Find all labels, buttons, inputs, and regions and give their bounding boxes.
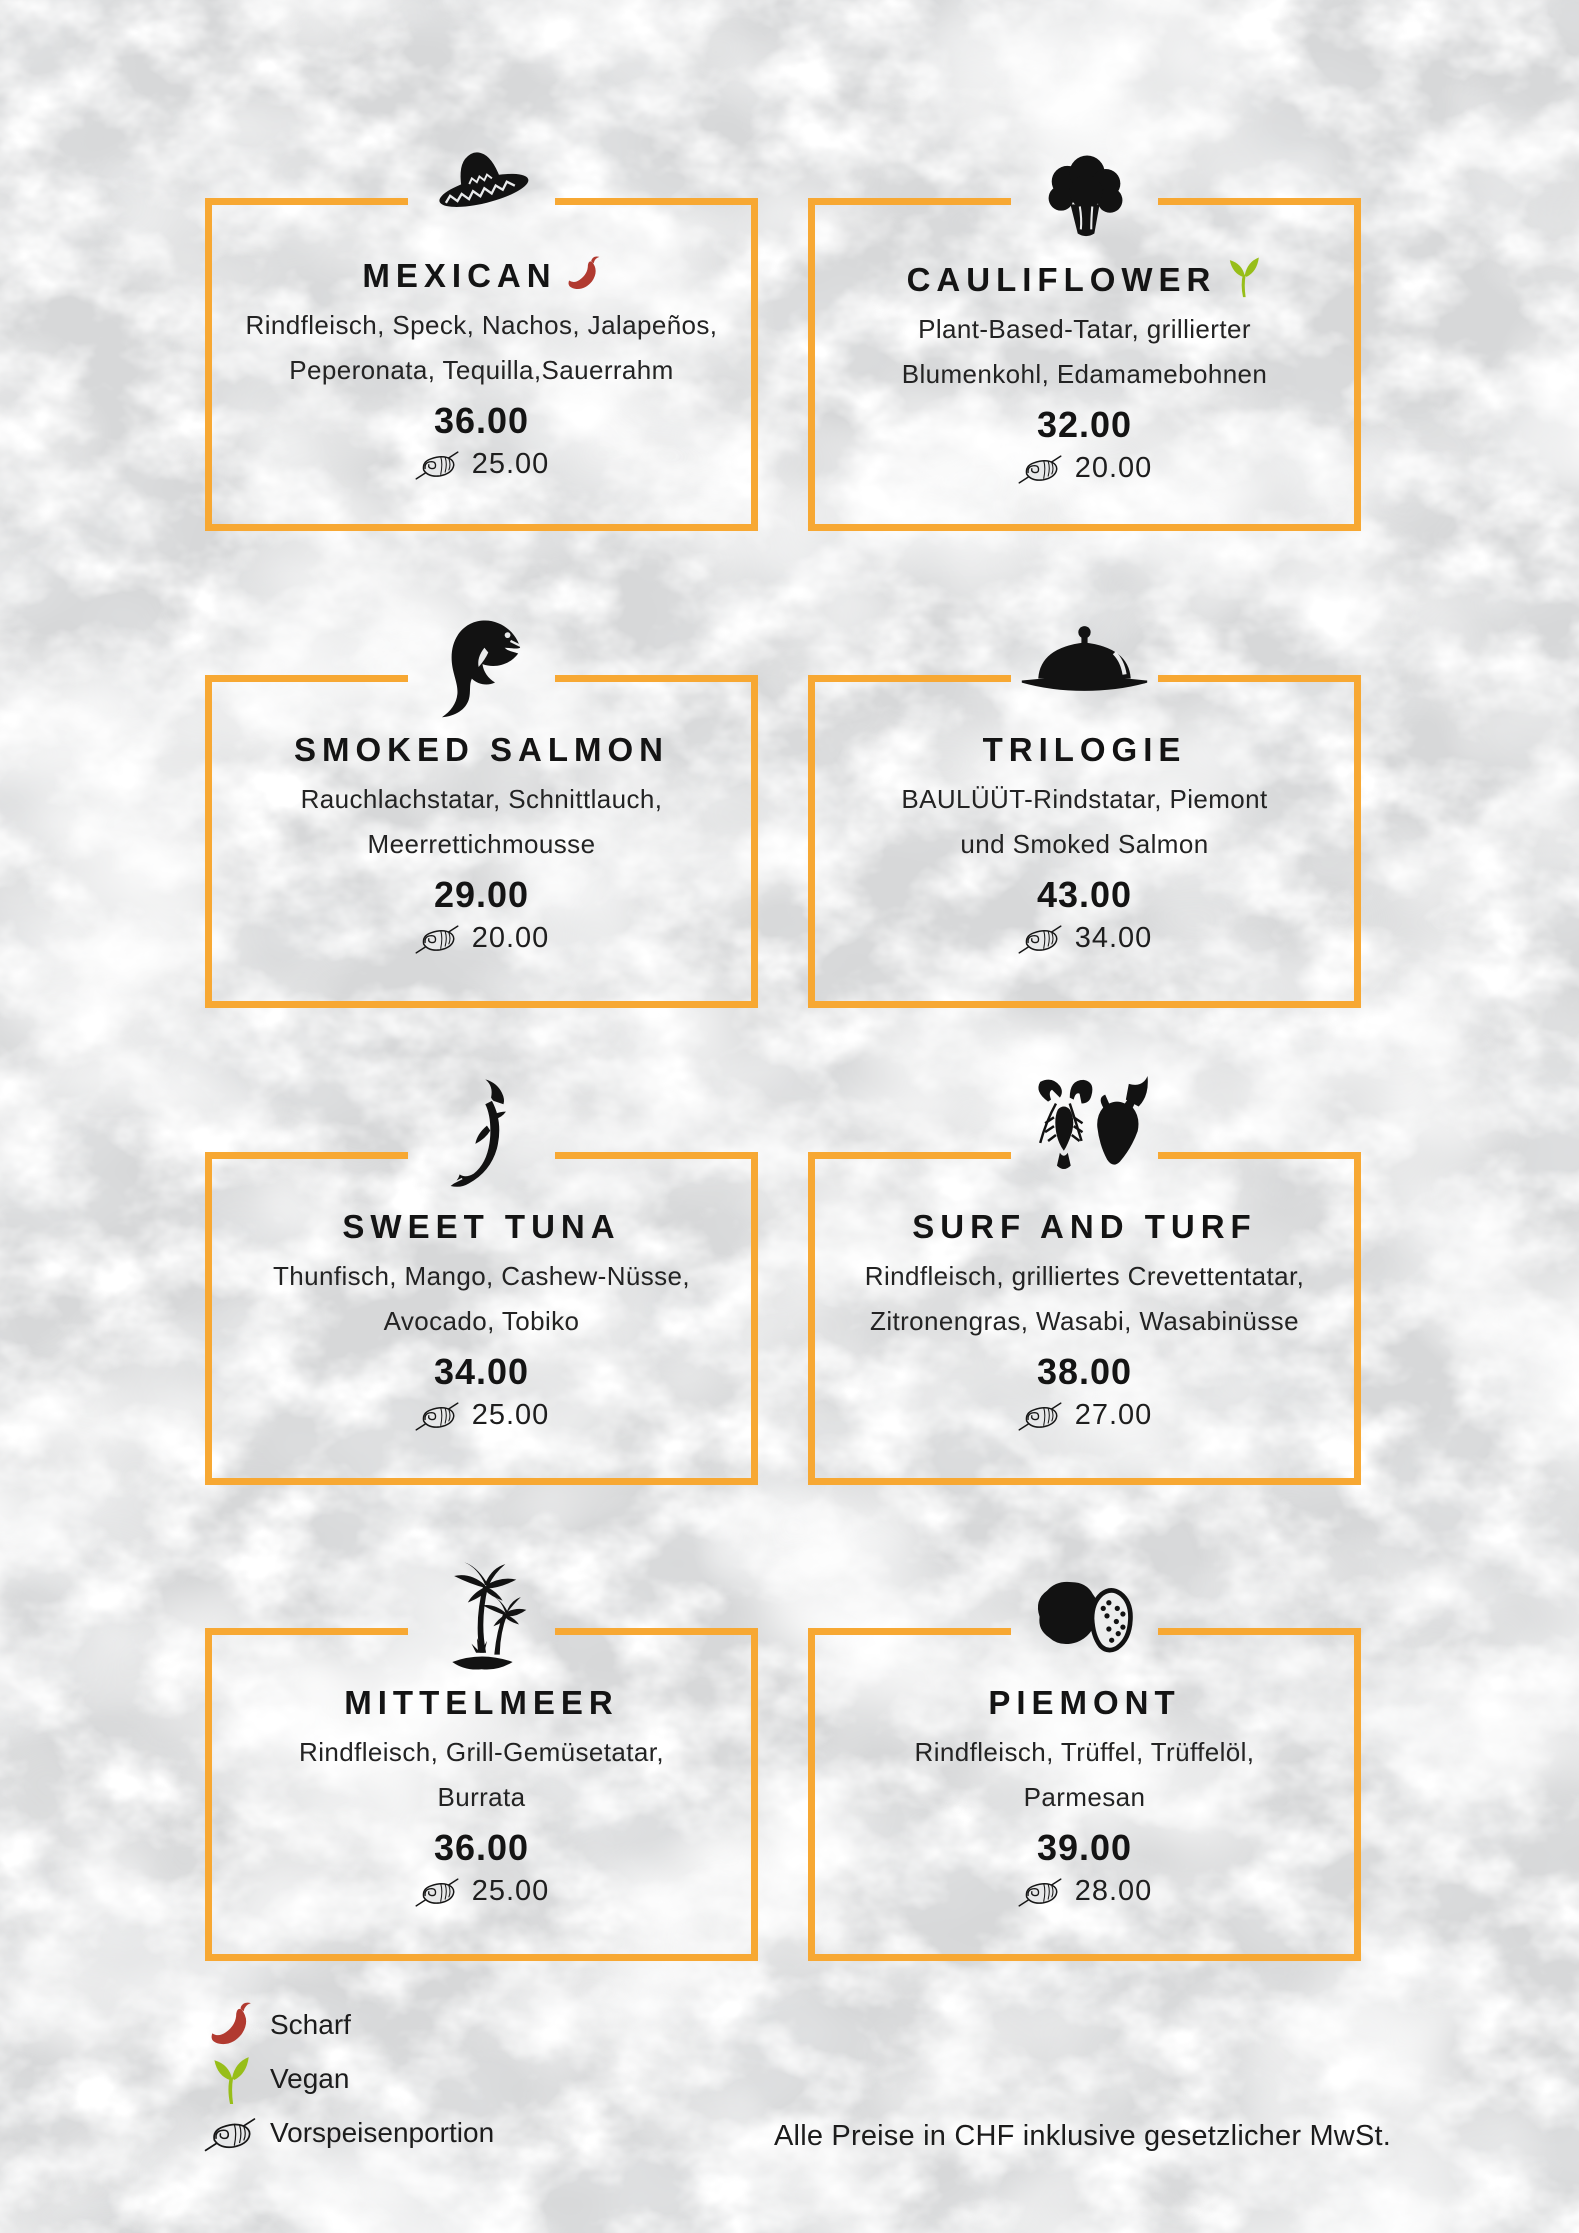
tatar-roll-icon <box>1017 919 1063 957</box>
card-border <box>808 524 1361 531</box>
card-title <box>219 254 744 295</box>
starter-price: 27.00 <box>1074 1398 1153 1431</box>
legend-row-vorspeisenportion <box>200 2106 494 2160</box>
tatar-roll-icon <box>414 445 460 483</box>
card-title-text: SWEET TUNA <box>342 1208 621 1245</box>
card-description: Parmesan <box>1023 1782 1146 1812</box>
card-price: 32.00 <box>1036 404 1133 445</box>
card-border <box>205 1478 758 1485</box>
starter-price: 25.00 <box>471 1874 550 1907</box>
starter-price: 20.00 <box>1074 451 1153 484</box>
card-border <box>1354 1152 1361 1485</box>
card-description: Blumenkohl, Edamamebohnen <box>901 359 1268 389</box>
legend-label: Scharf <box>270 2009 351 2040</box>
card-border <box>205 675 212 1008</box>
starter-portion-row <box>822 1396 1347 1434</box>
card-title-text: SURF AND TURF <box>912 1208 1257 1245</box>
card-border <box>205 524 758 531</box>
card-border <box>751 1152 758 1485</box>
card-description: Avocado, Tobiko <box>383 1306 580 1336</box>
legend-row-scharf <box>200 1998 494 2052</box>
card-description: Rindfleisch, grilliertes Crevettentatar, <box>864 1261 1305 1291</box>
starter-price: 28.00 <box>1074 1874 1153 1907</box>
card-border <box>1354 675 1361 1008</box>
card-border <box>751 198 758 531</box>
card-title <box>219 731 744 769</box>
starter-portion-row <box>219 1872 744 1910</box>
card-description: Rindfleisch, Trüffel, Trüffelöl, <box>914 1737 1255 1767</box>
card-description: Rauchlachstatar, Schnittlauch, <box>300 784 663 814</box>
card-title <box>822 1208 1347 1246</box>
menu-card-piemont <box>808 1628 1361 1961</box>
menu-card-surf-and-turf <box>808 1152 1361 1485</box>
card-price: 36.00 <box>433 400 530 441</box>
card-border <box>205 1628 212 1961</box>
starter-price: 20.00 <box>471 921 550 954</box>
sprout-icon <box>1224 254 1262 298</box>
starter-price: 34.00 <box>1074 921 1153 954</box>
card-description: Peperonata, Tequilla,Sauerrahm <box>289 355 674 385</box>
starter-portion-row <box>822 919 1347 957</box>
card-border <box>751 1628 758 1961</box>
card-border <box>808 198 815 531</box>
tatar-roll-icon <box>1017 1872 1063 1910</box>
card-title-text: SMOKED SALMON <box>294 731 669 768</box>
chili-icon <box>565 254 601 294</box>
starter-portion-row <box>822 449 1347 487</box>
card-description: Zitronengras, Wasabi, Wasabinüsse <box>870 1306 1299 1336</box>
legend-row-vegan <box>200 2052 494 2106</box>
card-title-text: TRILOGIE <box>982 731 1187 768</box>
card-price: 29.00 <box>433 874 530 915</box>
card-description: Burrata <box>437 1782 526 1812</box>
sprout-icon <box>200 2053 260 2105</box>
price-disclaimer: Alle Preise in CHF inklusive gesetzlicher MwSt. <box>774 2120 1391 2152</box>
menu-card-smoked-salmon <box>205 675 758 1008</box>
card-description: Plant-Based-Tatar, grillierter <box>918 314 1251 344</box>
card-title <box>822 254 1347 299</box>
menu-card-mittelmeer <box>205 1628 758 1961</box>
starter-portion-row <box>219 445 744 483</box>
card-description: Rindfleisch, Speck, Nachos, Jalapeños, <box>245 310 718 340</box>
chili-icon <box>200 2000 260 2050</box>
card-border <box>808 1001 1361 1008</box>
card-description: Meerrettichmousse <box>367 829 596 859</box>
tatar-roll-icon <box>1017 449 1063 487</box>
tatar-roll-icon <box>414 1396 460 1434</box>
card-title <box>219 1684 744 1722</box>
card-price: 38.00 <box>1036 1351 1133 1392</box>
card-title-text: MITTELMEER <box>344 1684 619 1721</box>
card-description: Rindfleisch, Grill-Gemüsetatar, <box>299 1737 664 1767</box>
card-border <box>205 1954 758 1961</box>
menu-card-cauliflower <box>808 198 1361 531</box>
starter-price: 25.00 <box>471 447 550 480</box>
card-title <box>822 1684 1347 1722</box>
tatar-roll-icon <box>414 1872 460 1910</box>
card-title-text: CAULIFLOWER <box>906 261 1217 298</box>
legend <box>200 1998 494 2160</box>
legend-label: Vorspeisenportion <box>270 2117 495 2148</box>
card-title <box>822 731 1347 769</box>
card-border <box>808 1478 1361 1485</box>
card-border <box>751 675 758 1008</box>
card-border <box>205 1152 212 1485</box>
card-description: BAULÜÜT-Rindstatar, Piemont <box>901 784 1268 814</box>
tatar-roll-icon <box>200 2111 260 2155</box>
card-price: 34.00 <box>433 1351 530 1392</box>
tatar-roll-icon <box>1017 1396 1063 1434</box>
card-price: 43.00 <box>1036 874 1133 915</box>
legend-label: Vegan <box>270 2063 350 2094</box>
card-border <box>808 1954 1361 1961</box>
starter-portion-row <box>219 1396 744 1434</box>
starter-portion-row <box>219 919 744 957</box>
tatar-roll-icon <box>414 919 460 957</box>
starter-price: 25.00 <box>471 1398 550 1431</box>
card-description: Thunfisch, Mango, Cashew-Nüsse, <box>272 1261 691 1291</box>
card-description: und Smoked Salmon <box>960 829 1209 859</box>
card-price: 39.00 <box>1036 1827 1133 1868</box>
menu-card-mexican <box>205 198 758 531</box>
menu-card-sweet-tuna <box>205 1152 758 1485</box>
card-title-text: MEXICAN <box>362 257 557 294</box>
card-border <box>1354 1628 1361 1961</box>
starter-portion-row <box>822 1872 1347 1910</box>
card-border <box>808 1152 815 1485</box>
menu-card-trilogie <box>808 675 1361 1008</box>
card-border <box>1354 198 1361 531</box>
card-title-text: PIEMONT <box>988 1684 1181 1721</box>
card-price: 36.00 <box>433 1827 530 1868</box>
card-title <box>219 1208 744 1246</box>
card-border <box>205 198 212 531</box>
card-border <box>205 1001 758 1008</box>
card-border <box>808 675 815 1008</box>
card-border <box>808 1628 815 1961</box>
